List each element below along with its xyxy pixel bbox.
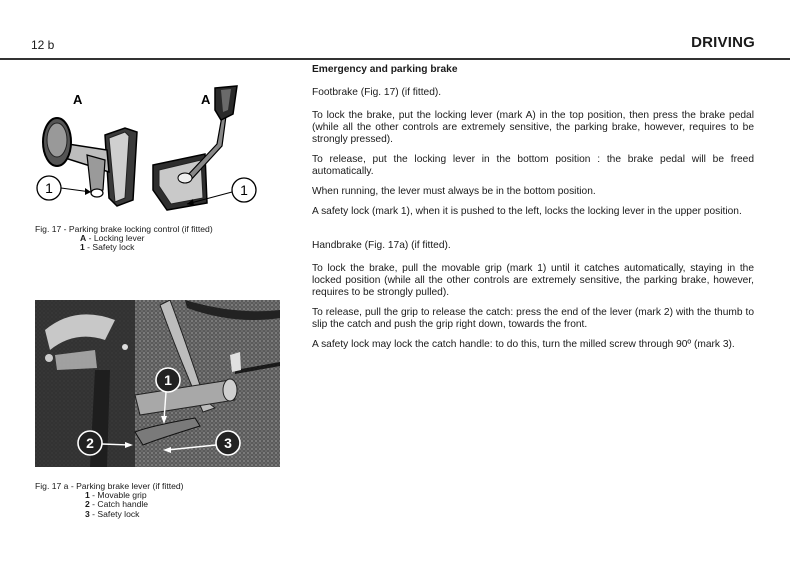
figure-17-illustration bbox=[25, 80, 285, 220]
section-title: DRIVING bbox=[691, 34, 755, 51]
label-a-left: A bbox=[73, 92, 83, 107]
legend-item: 1 - Safety lock bbox=[80, 242, 135, 253]
label-a-right: A bbox=[201, 92, 211, 107]
callout-1-photo bbox=[156, 368, 180, 424]
callout-1-left bbox=[37, 176, 91, 200]
svg-text:1: 1 bbox=[240, 182, 248, 198]
svg-text:3: 3 bbox=[224, 435, 232, 451]
callout-3-photo bbox=[163, 431, 240, 455]
locking-lever-illustration-right bbox=[153, 86, 237, 210]
legend-item: 1 - Movable grip bbox=[85, 490, 147, 501]
figure-17-caption bbox=[35, 225, 213, 253]
callout-2-photo bbox=[78, 431, 133, 455]
section-heading: Emergency and parking brake bbox=[312, 64, 458, 75]
legend-item: 2 - Catch handle bbox=[85, 499, 149, 510]
paragraph: A safety lock may lock the catch handle: to do this, turn the milled screw through 90º (mark 3). bbox=[312, 339, 735, 350]
handbrake-title: Handbrake (Fig. 17a) (if fitted). bbox=[312, 240, 451, 251]
footbrake-title: Footbrake (Fig. 17) (if fitted). bbox=[312, 87, 442, 98]
paragraph: When running, the lever must always be in the bottom position. bbox=[312, 186, 596, 197]
paragraph: To release, pull the grip to release the catch: press the end of the lever (mark 2) with the thumb to slip the catch and push the grip right down, towards the front. bbox=[312, 307, 754, 330]
page-number: 12 b bbox=[31, 38, 55, 52]
legend-item: A - Locking lever bbox=[80, 233, 145, 244]
svg-text:2: 2 bbox=[86, 435, 94, 451]
header-rule bbox=[0, 58, 790, 60]
svg-text:1: 1 bbox=[164, 372, 172, 388]
caption-title: Fig. 17 - Parking brake locking control (if fitted) bbox=[35, 224, 213, 234]
paragraph: To lock the brake, pull the movable grip (mark 1) until it catches automatically, staying in the locked position (while all the other controls are extremely sensitive, the parking brake, however, requires to be strongly pulled). bbox=[312, 263, 754, 298]
figure-17a-photo bbox=[35, 300, 280, 467]
body-text bbox=[312, 64, 754, 359]
paragraph: A safety lock (mark 1), when it is pushed to the left, locks the locking lever in the upper position. bbox=[312, 206, 742, 217]
svg-text:1: 1 bbox=[45, 180, 53, 196]
paragraph: To release, put the locking lever in the bottom position : the brake pedal will be freed automatically. bbox=[312, 154, 754, 177]
legend-item: 3 - Safety lock bbox=[85, 508, 140, 519]
caption-title: Fig. 17 a - Parking brake lever (if fitted) bbox=[35, 481, 184, 491]
paragraph: To lock the brake, put the locking lever (mark A) in the top position, then press the brake pedal (while all the other controls are extremely sensitive, the parking brake, however, requires to be strongly pressed). bbox=[312, 110, 754, 145]
figure-17a-caption bbox=[35, 482, 184, 519]
